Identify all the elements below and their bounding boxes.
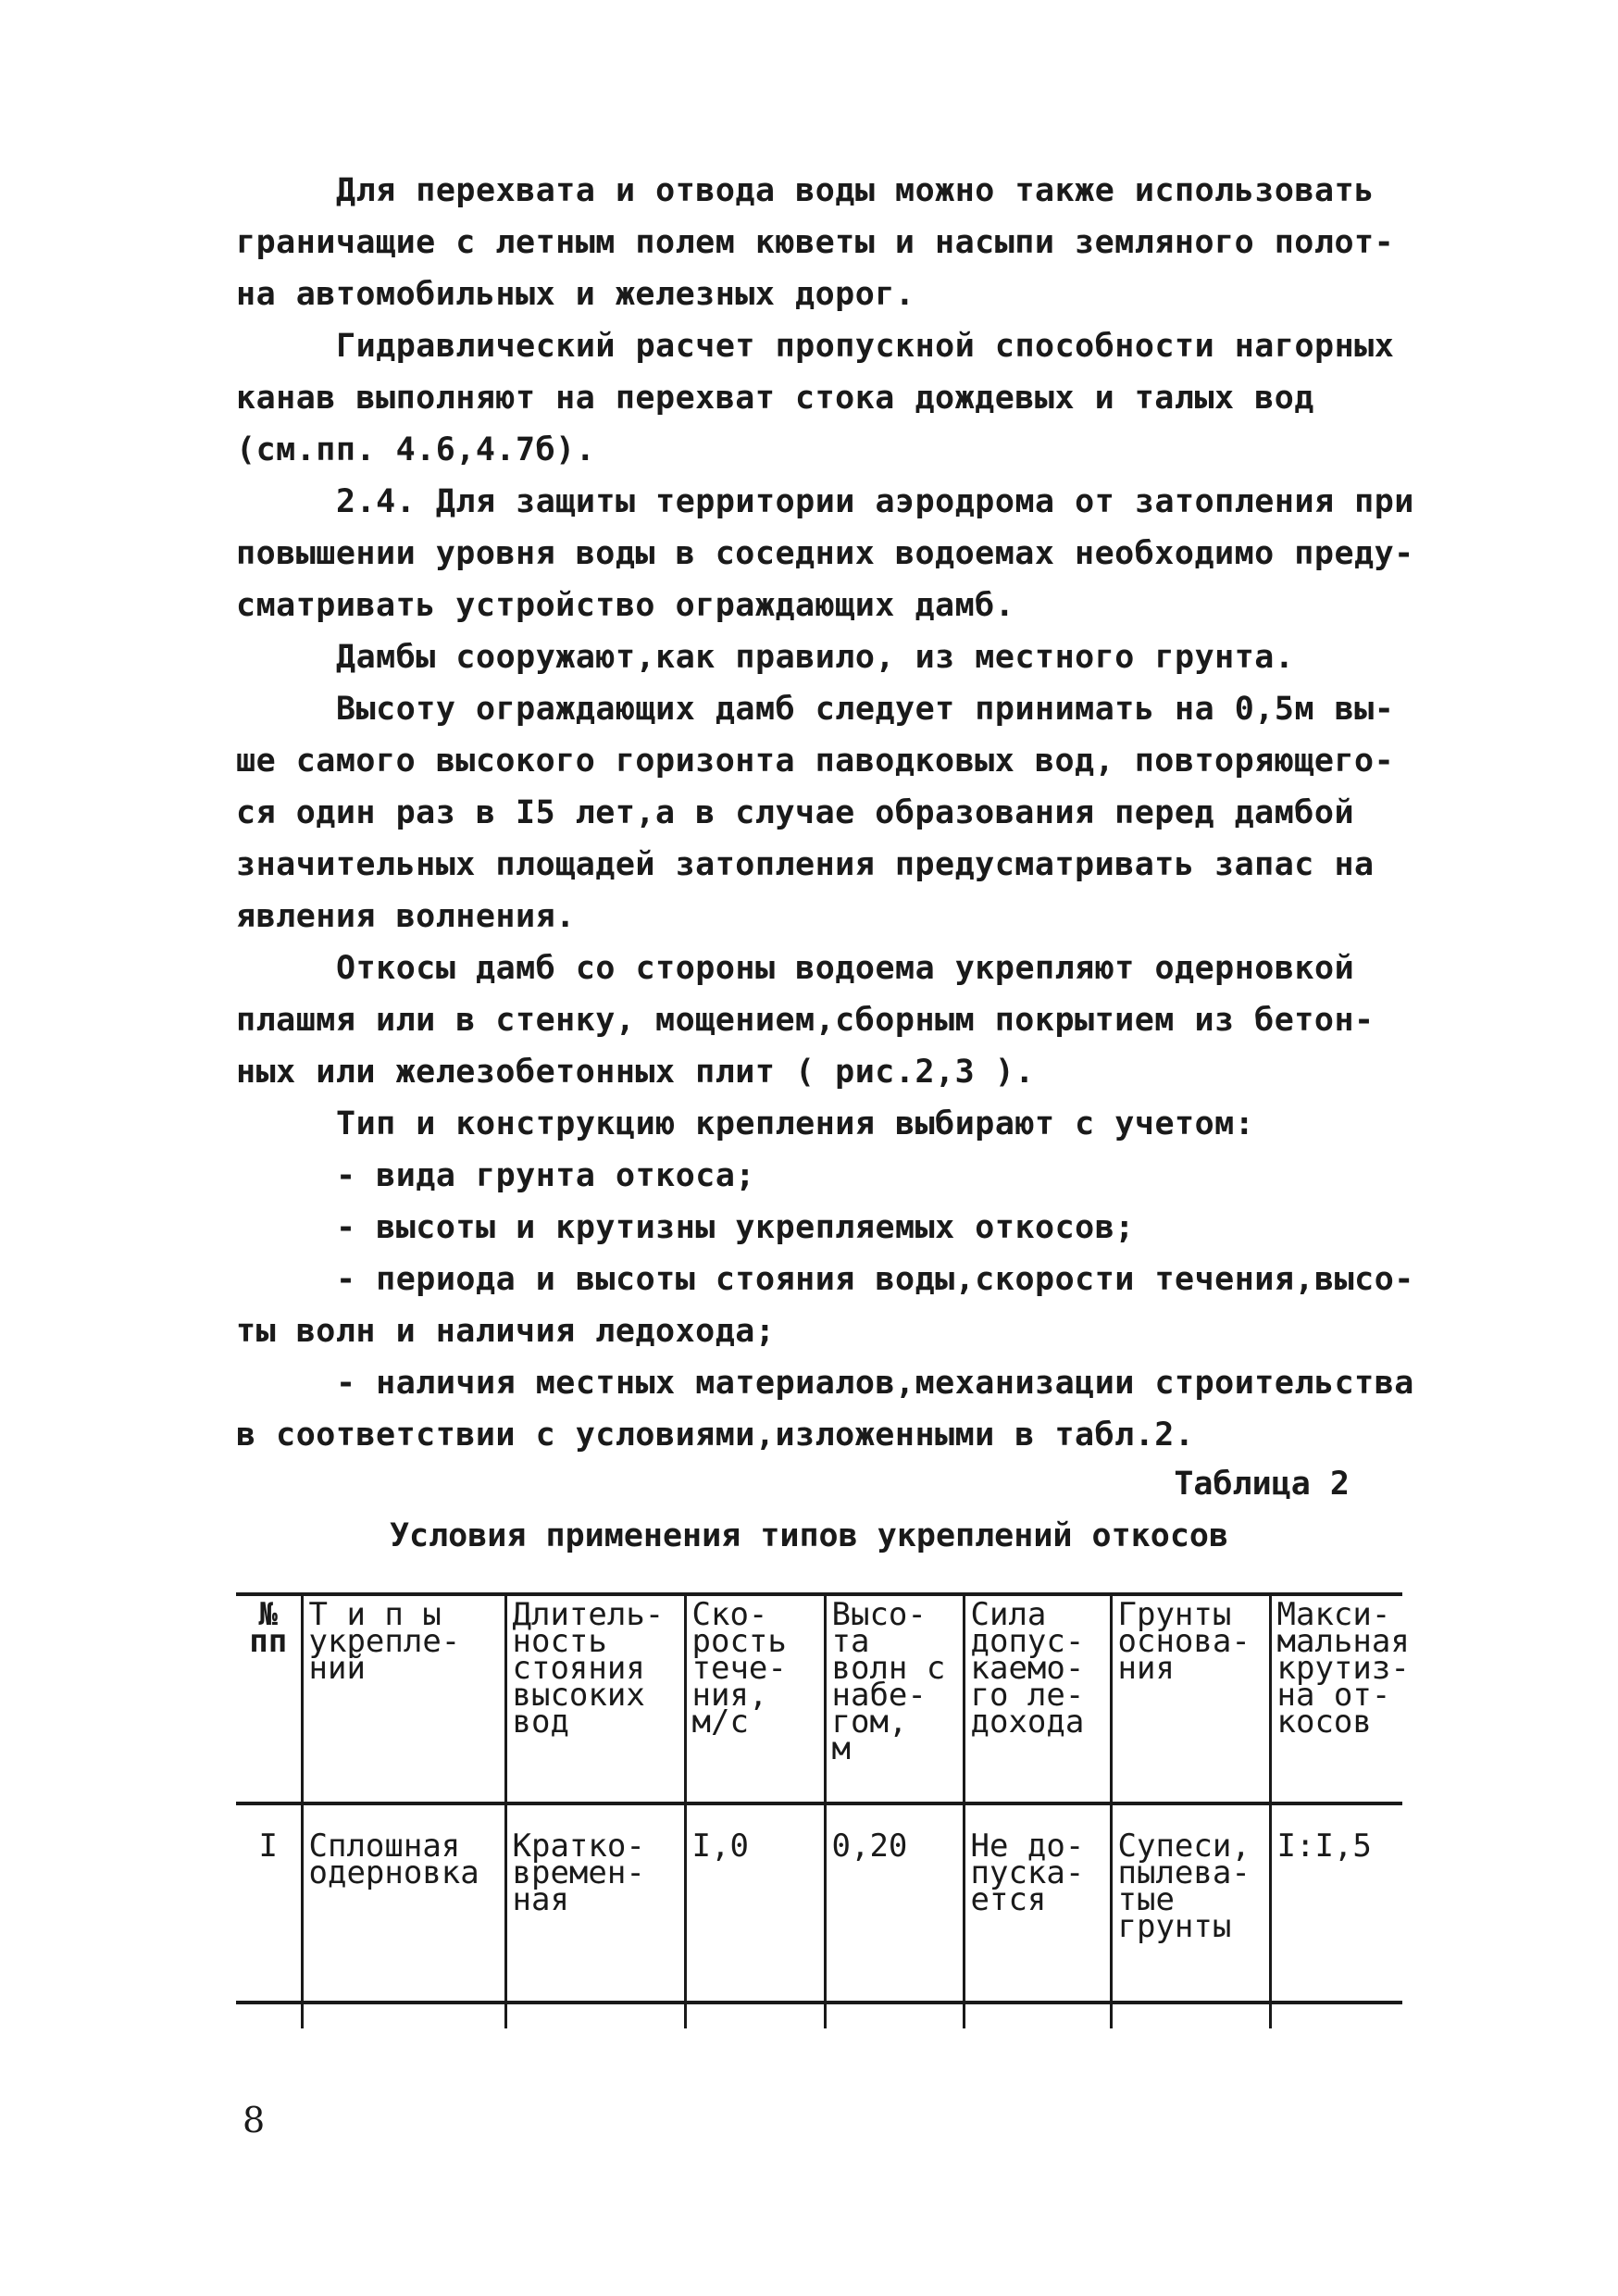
header-soils: [1111, 1594, 1270, 1803]
text-line: (см.пп. 4.6,4.7б).: [236, 431, 596, 468]
header-text: № пп: [249, 1596, 288, 1660]
text-line: - наличия местных материалов,механизации строительства: [336, 1365, 1414, 1402]
header-wave-height: [825, 1594, 964, 1803]
text-line: на автомобильных и железных дорог.: [236, 276, 915, 313]
paragraph-6: [236, 942, 1430, 1098]
paragraph-5: [236, 683, 1430, 942]
text-line: Откосы дамб со стороны водоема укрепляют одерновкой: [336, 950, 1355, 987]
table-cell: [505, 2003, 685, 2028]
list-item-1: [236, 1150, 1430, 1202]
page-number: 8: [243, 2100, 266, 2140]
cell-text: Не до- пуска- ется: [970, 1828, 1085, 1918]
cell-text: I: [258, 1828, 278, 1865]
text-line: ты волн и наличия ледохода;: [236, 1313, 776, 1350]
header-duration: [505, 1594, 685, 1803]
cell-text: Супеси, пылева- тые грунты: [1117, 1828, 1251, 1945]
text-line: Для перехвата и отвода воды можно также использовать: [336, 172, 1375, 209]
header-text: Сила допус- каемо- го ле- дохода: [970, 1596, 1085, 1741]
cell-text: I,0: [691, 1828, 749, 1865]
table-cell: [236, 1803, 302, 2003]
table-cell: [302, 1803, 505, 2003]
header-text: Ско- рость тече- ния, м/с: [691, 1596, 787, 1741]
paragraph-3: [236, 476, 1430, 631]
table-continuation-row: [236, 2003, 1402, 2028]
table-cell: [685, 2003, 825, 2028]
table-header-row: [236, 1594, 1402, 1803]
text-line: в соответствии с условиями,изложенными в табл.2.: [236, 1416, 1195, 1454]
table-cell: [1111, 1803, 1270, 2003]
table-cell: [1270, 2003, 1402, 2028]
text-line: канав выполняют на перехват стока дождевых и талых вод: [236, 380, 1314, 417]
text-line: явления волнения.: [236, 898, 576, 935]
header-text: Грунты основа- ния: [1117, 1596, 1251, 1687]
text-line: - вида грунта откоса;: [336, 1157, 756, 1194]
cell-text: 0,20: [831, 1828, 908, 1865]
text-line: повышении уровня воды в соседних водоемах необходимо преду-: [236, 535, 1414, 572]
text-line: ных или железобетонных плит ( рис.2,3 ).: [236, 1054, 1035, 1091]
header-types: [302, 1594, 505, 1803]
table-cell: [964, 1803, 1111, 2003]
list-item-2: [236, 1202, 1430, 1254]
table-cell: [964, 2003, 1111, 2028]
table-label: Таблица 2: [1174, 1466, 1350, 1503]
text-line: граничащие с летным полем кюветы и насыпи земляного полот-: [236, 224, 1395, 261]
table-cell: [825, 2003, 964, 2028]
table-cell: [1270, 1803, 1402, 2003]
list-item-4: [236, 1357, 1430, 1461]
header-number: [236, 1594, 302, 1803]
table-title: Условия применения типов укреплений откосов: [389, 1517, 1229, 1554]
paragraph-1: [236, 165, 1430, 320]
table-cell: [236, 2003, 302, 2028]
paragraph-7: [236, 1098, 1430, 1150]
text-line: - периода и высоты стояния воды,скорости течения,высо-: [336, 1261, 1414, 1298]
text-line: ся один раз в I5 лет,а в случае образования перед дамбой: [236, 794, 1355, 831]
table-cell: [505, 1803, 685, 2003]
table-row: [236, 1803, 1402, 2003]
text-line: сматривать устройство ограждающих дамб.: [236, 587, 1015, 624]
header-text: Высо- та волн с набе- гом, м: [831, 1596, 946, 1767]
table-cell: [685, 1803, 825, 2003]
text-line: плашмя или в стенку, мощением,сборным покрытием из бетон-: [236, 1002, 1375, 1039]
cell-text: Сплошная одерновка: [308, 1828, 479, 1891]
body-text: [236, 165, 1430, 1461]
header-max-slope: [1270, 1594, 1410, 1803]
table-cell: [825, 1803, 964, 2003]
paragraph-2: [236, 320, 1430, 476]
conditions-table: [236, 1592, 1410, 2028]
text-line: Гидравлический расчет пропускной способности нагорных: [336, 328, 1395, 365]
text-line: Высоту ограждающих дамб следует принимать на 0,5м вы-: [336, 691, 1395, 728]
text-line: ше самого высокого горизонта паводковых вод, повторяющего-: [236, 742, 1395, 780]
cell-text: Кратко- времен- ная: [512, 1828, 645, 1918]
header-text: Длитель- ность стояния высоких вод: [512, 1596, 665, 1741]
header-text: Макси- мальная крутиз- на от- косов: [1276, 1596, 1410, 1741]
text-line: значительных площадей затопления предусматривать запас на: [236, 846, 1375, 883]
text-line: - высоты и крутизны укрепляемых откосов;: [336, 1209, 1135, 1246]
paragraph-4: [236, 631, 1430, 683]
table-cell: [1111, 2003, 1270, 2028]
text-line: Тип и конструкцию крепления выбирают с учетом:: [336, 1105, 1255, 1142]
list-item-3: [236, 1254, 1430, 1357]
text-line: 2.4. Для защиты территории аэродрома от затопления при: [336, 483, 1414, 520]
header-speed: [685, 1594, 825, 1803]
header-ice-force: [964, 1594, 1111, 1803]
cell-text: I:I,5: [1276, 1828, 1372, 1865]
table-cell: [302, 2003, 505, 2028]
header-text: Т и п ы укрепле- ний: [308, 1596, 461, 1687]
text-line: Дамбы сооружают,как правило, из местного грунта.: [336, 639, 1295, 676]
